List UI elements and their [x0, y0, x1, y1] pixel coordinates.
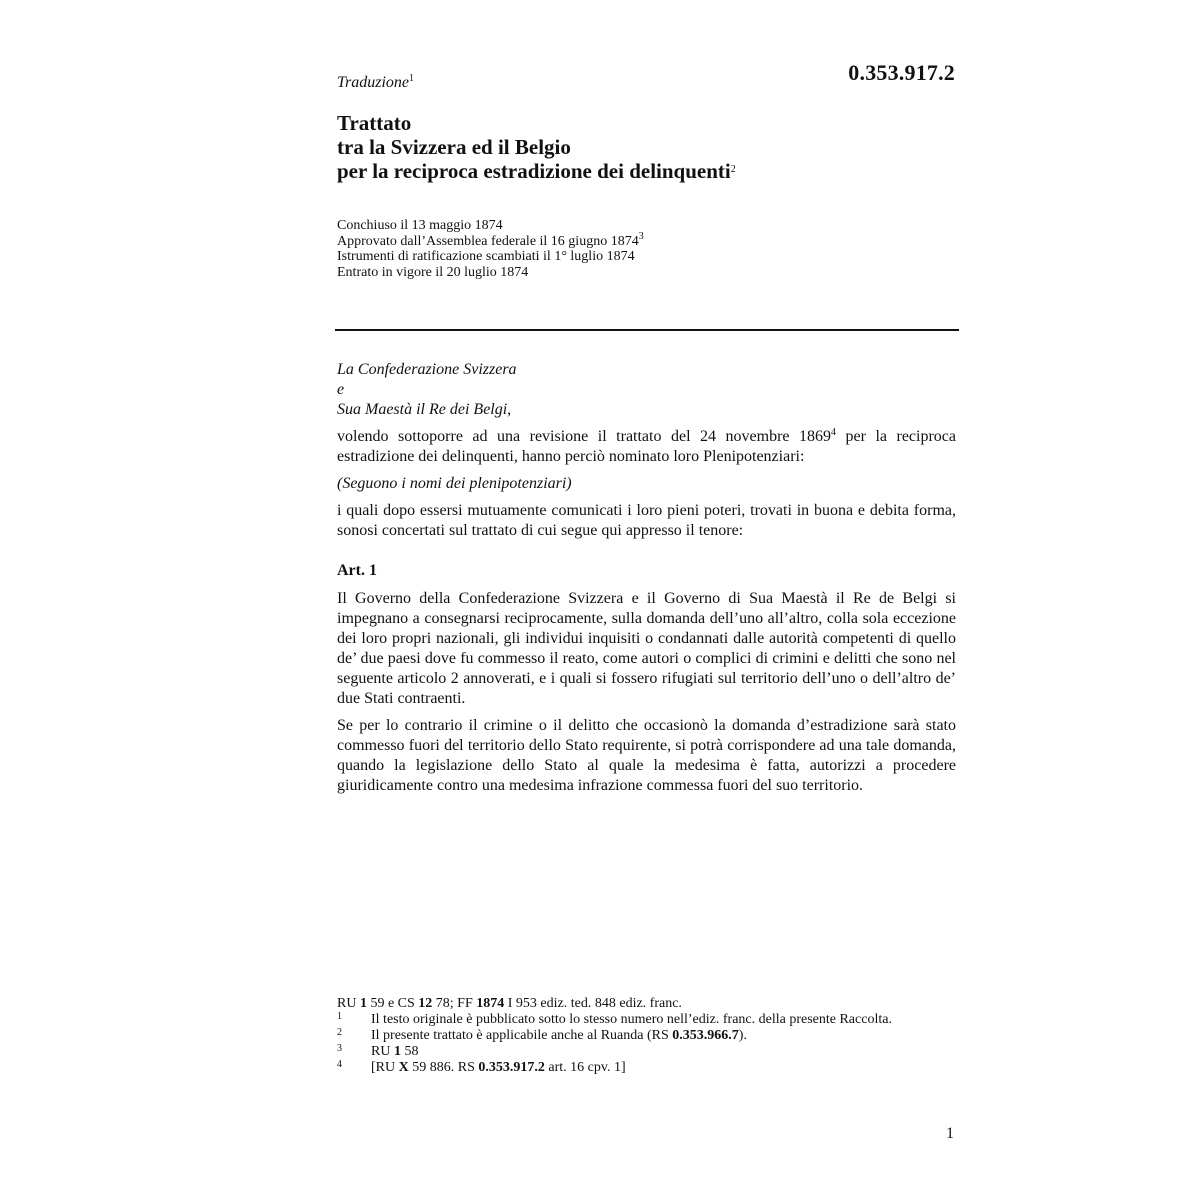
- concluded-date: Conchiuso il 13 maggio 1874: [337, 218, 503, 233]
- preamble-volendo: [337, 427, 956, 467]
- source-ff-rest: I 953 ediz. ted. 848 ediz. franc.: [504, 996, 682, 1011]
- source-cs-volume: 12: [418, 996, 433, 1011]
- article-1-paragraph-2: Se per lo contrario il crimine o il delitto che occasionò la domanda d’estradizione sarà stato commesso fuori del territorio dello Stato requirente, si potrà corrispondere ad una tale domanda, quando la legislazione dello Stato al quale la medesima è fatta, autorizzi a procedere giuridicamente contro una medesima infrazione commessa fuori del suo territorio.: [337, 717, 956, 794]
- ratification-date: Istrumenti di ratificazione scambiati il 1° luglio 1874: [337, 249, 635, 264]
- treaty-body: [337, 360, 956, 803]
- footnote-4-ref-link[interactable]: 0.353.917.2: [478, 1060, 545, 1075]
- footnote-4-text-c: 59 886. RS: [408, 1060, 479, 1075]
- party-conjunction: e: [337, 381, 345, 398]
- footnote-4-text-a: [RU: [371, 1060, 399, 1075]
- footnote-3-number: 3: [337, 1043, 342, 1054]
- preamble-volendo-b: per la reciproca estradizione dei delinquenti, hanno perciò nominato loro Plenipotenziari:: [337, 428, 957, 465]
- footnote-1-text: Il testo originale è pubblicato sotto lo stesso numero nell’ediz. franc. della presente Raccolta.: [371, 1012, 892, 1027]
- preamble-quali: i quali dopo essersi mutuamente comunicati i loro pieni poteri, trovati in buona e debita forma, sonosi concertati sul trattato di cui segue qui appresso il tenore:: [337, 502, 956, 539]
- title-line-1: Trattato: [337, 111, 412, 135]
- footnote-3-volume: 1: [393, 1044, 401, 1059]
- party-switzerland: La Confederazione Svizzera: [337, 361, 517, 378]
- footnote-4: [337, 1060, 957, 1076]
- footnote-4-number: 4: [337, 1059, 342, 1070]
- footnote-ref-4[interactable]: 4: [831, 427, 837, 438]
- footnote-2-number: 2: [337, 1027, 342, 1038]
- party-belgium: Sua Maestà il Re dei Belgi,: [337, 401, 512, 418]
- title-line-3: [337, 159, 977, 183]
- preamble-seguono: (Seguono i nomi dei plenipotenziari): [337, 475, 572, 492]
- footnote-1-number: 1: [337, 1011, 342, 1022]
- treaty-dates: [337, 218, 977, 280]
- footnote-4-text-e: art. 16 cpv. 1]: [544, 1060, 626, 1075]
- parties: [337, 360, 956, 420]
- footnote-ref-3[interactable]: 3: [638, 230, 644, 242]
- source-ru-rest: 59 e CS: [366, 996, 419, 1011]
- preamble-volendo-a: volendo sottoporre ad una revisione il trattato del 24 novembre 1869: [337, 428, 832, 445]
- approved-date-text: Approvato dall’Assemblea federale il 16 giugno 1874: [337, 233, 639, 249]
- approved-date: [337, 230, 977, 250]
- in-force-date: Entrato in vigore il 20 luglio 1874: [337, 264, 529, 280]
- footnote-2-text-c: ).: [738, 1028, 747, 1043]
- translation-label-text: Traduzione: [337, 74, 410, 91]
- footnote-2: [337, 1028, 957, 1044]
- source-ru-volume: 1: [359, 996, 367, 1011]
- source-ru: RU: [337, 996, 360, 1011]
- article-1-heading: Art. 1: [337, 562, 377, 579]
- translation-label: [337, 74, 414, 92]
- page-number: 1: [946, 1125, 954, 1142]
- source-ff-year: 1874: [476, 996, 505, 1011]
- footnote-1: [337, 1012, 957, 1028]
- footnote-3: [337, 1044, 957, 1060]
- footnote-2-ref-link[interactable]: 0.353.966.7: [672, 1028, 739, 1043]
- footnotes: [337, 996, 957, 1076]
- footnote-ref-2[interactable]: 2: [730, 164, 736, 175]
- source-cs-rest: 78; FF: [432, 996, 477, 1011]
- title-line-3-text: per la reciproca estradizione dei delinquenti: [337, 159, 731, 183]
- footnote-3-text-a: RU: [371, 1044, 394, 1059]
- document-title: [337, 111, 977, 183]
- article-1-paragraph-1: Il Governo della Confederazione Svizzera e il Governo di Sua Maestà il Re de Belgi si impegnano a consegnarsi reciprocamente, sulla domanda dell’uno all’altro, colla sola eccezione dei loro propri nazionali, gli individui inquisiti o condannati dalle autorità competenti di quello de’ due paesi dove fu commesso il reato, come autori o complici di crimini e delitti che sono nel seguente articolo 2 annoverati, e i quali si fossero rifugiati sul territorio dell’uno o dell’altro de’ due Stati contraenti.: [337, 590, 956, 707]
- footnote-3-text-c: 58: [400, 1044, 419, 1059]
- footnote-4-volume: X: [398, 1060, 409, 1075]
- sr-number: 0.353.917.2: [848, 60, 955, 85]
- footnote-ref-1[interactable]: 1: [409, 73, 415, 84]
- title-line-2: tra la Svizzera ed il Belgio: [337, 135, 571, 159]
- footnote-2-text-a: Il presente trattato è applicabile anche al Ruanda (RS: [371, 1028, 673, 1043]
- header-divider: [335, 329, 959, 331]
- source-references: [337, 996, 957, 1012]
